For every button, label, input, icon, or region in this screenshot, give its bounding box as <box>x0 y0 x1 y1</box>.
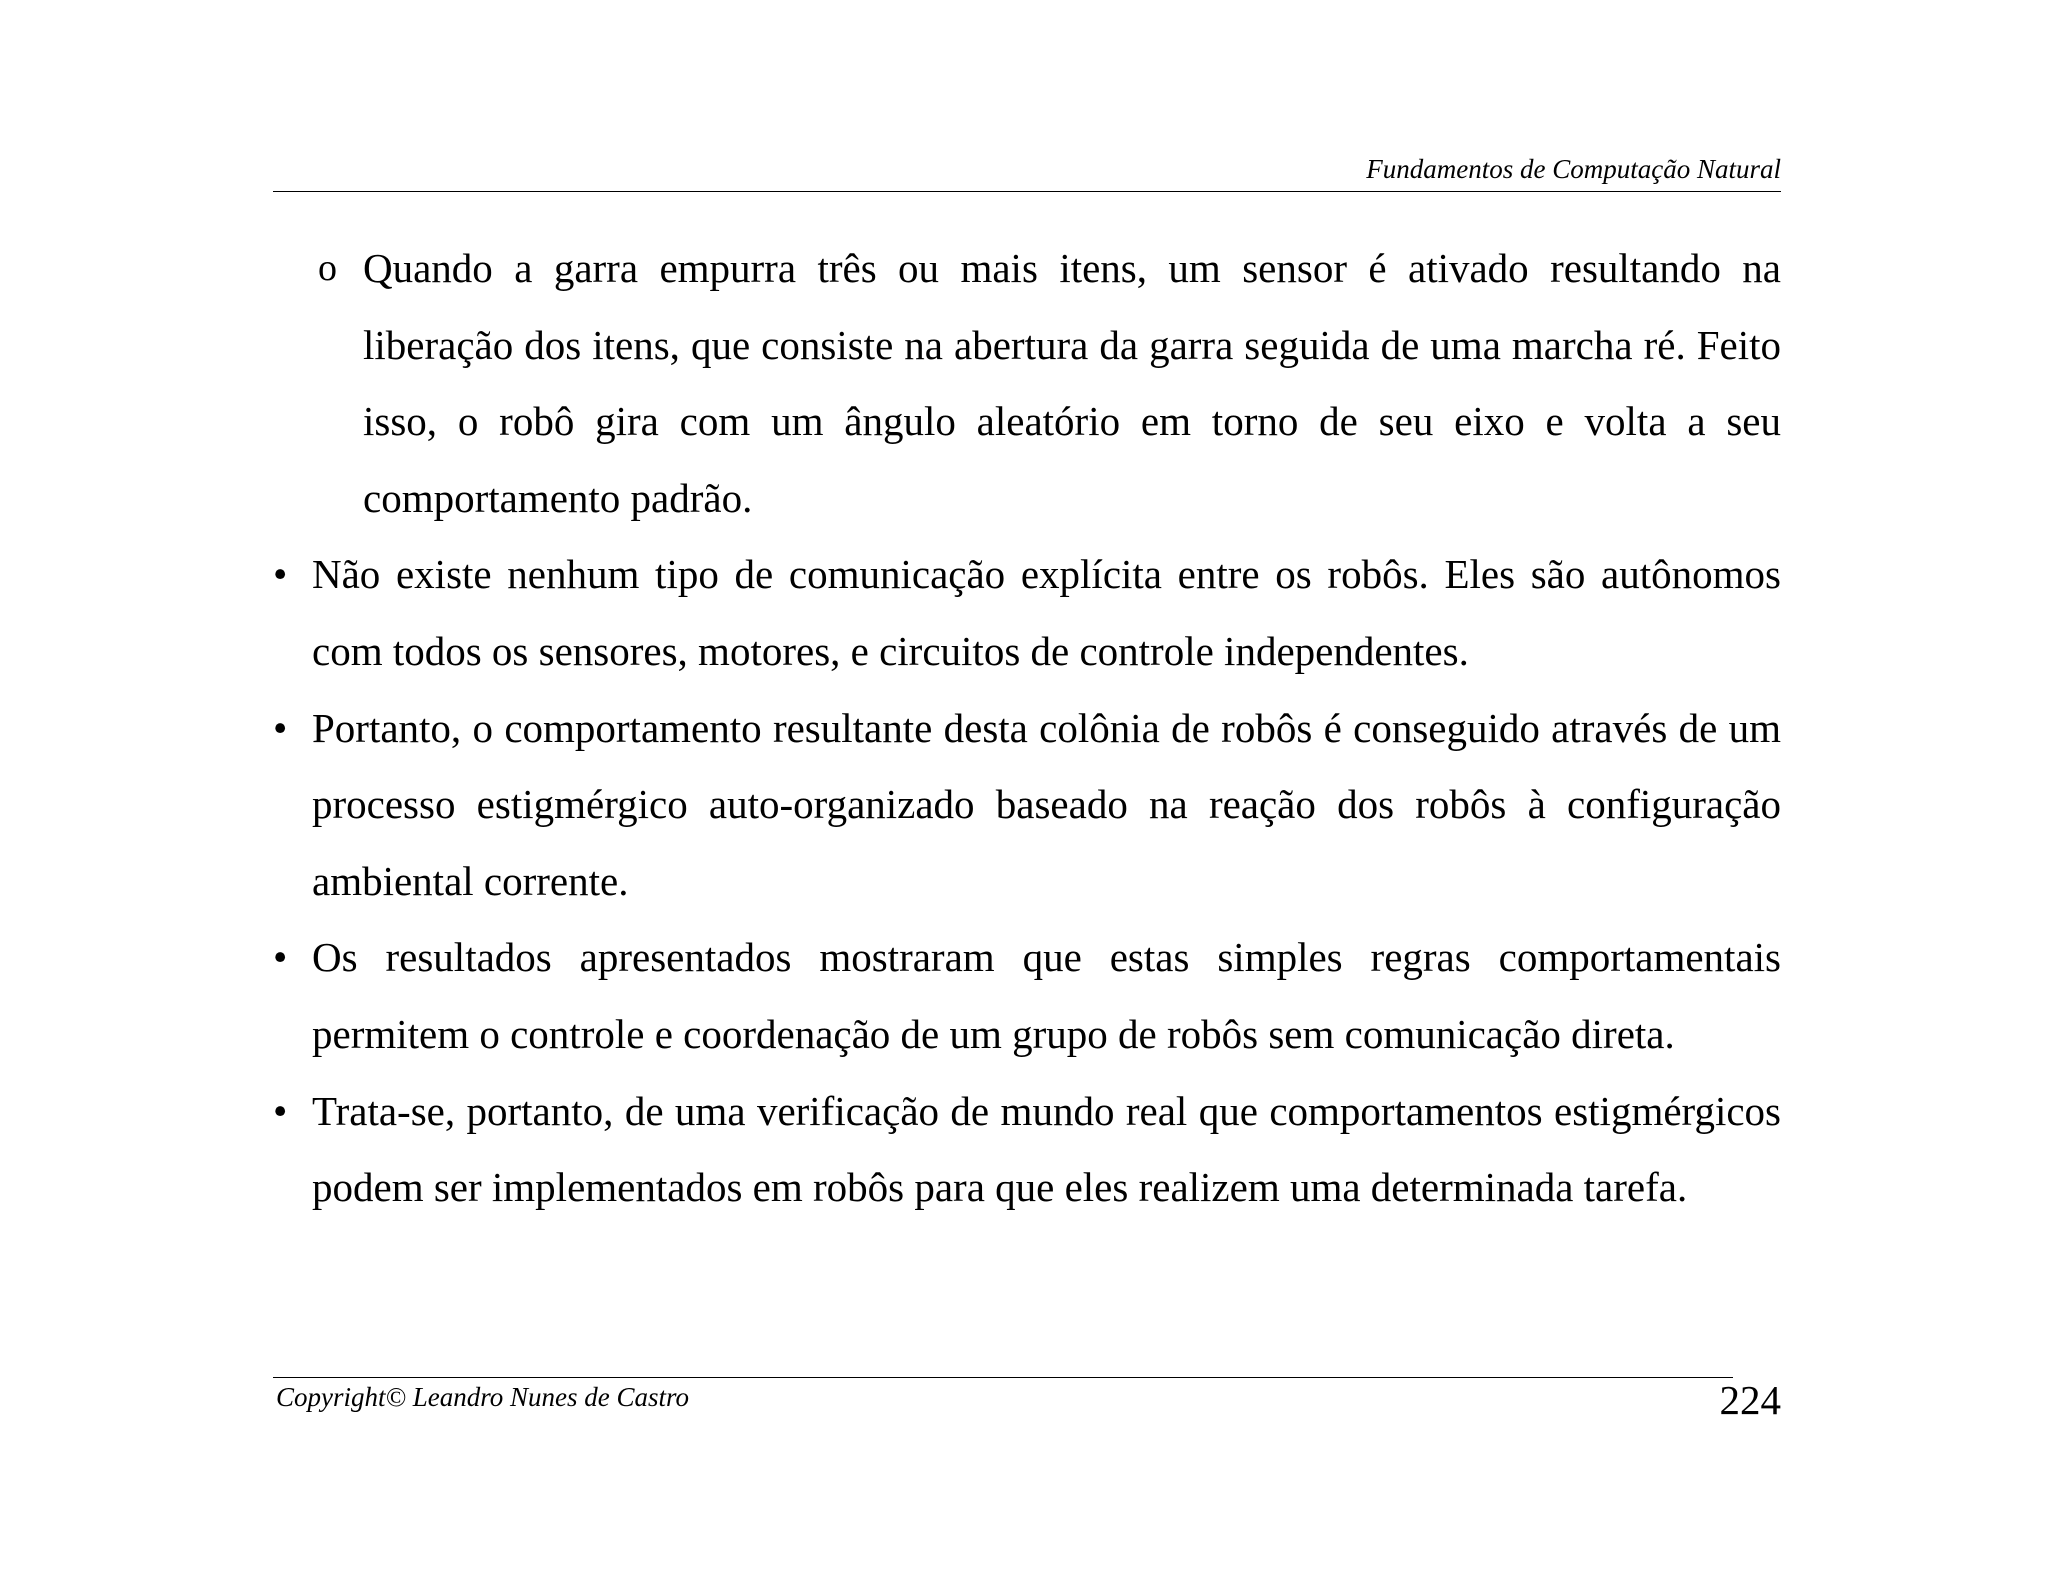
bullet-icon: • <box>273 1087 288 1134</box>
body-content <box>273 230 1781 1226</box>
sub-list-item <box>318 230 1781 536</box>
bullet-item-1 <box>273 536 1781 689</box>
bullet-text: Os resultados apresentados mostraram que estas simples regras comportamentais permitem o controle e coordenação de um grupo de robôs sem comunicação direta. <box>312 934 1781 1057</box>
bullet-text: Portanto, o comportamento resultante desta colônia de robôs é conseguido através de um processo estigmérgico auto-organizado baseado na reação dos robôs à configuração ambiental corrente. <box>312 704 1781 904</box>
bullet-item-3 <box>273 919 1781 1072</box>
sub-item-text: Quando a garra empurra três ou mais itens, um sensor é ativado resultando na liberação dos itens, que consiste na abertura da garra seguida de uma marcha ré. Feito isso, o robô gira com um ângulo aleatório em torno de seu eixo e volta a seu comportamento padrão. <box>363 245 1781 521</box>
page-footer <box>273 1368 1781 1438</box>
footer-rule <box>273 1377 1733 1378</box>
header-title: Fundamentos de Computação Natural <box>1366 154 1781 184</box>
footer-copyright: Copyright© Leandro Nunes de Castro <box>276 1382 690 1412</box>
page-header <box>273 150 1781 194</box>
circle-bullet-icon: o <box>318 247 337 289</box>
bullet-item-2 <box>273 690 1781 920</box>
header-rule <box>273 191 1781 192</box>
bullet-icon: • <box>273 934 288 981</box>
bullet-icon: • <box>273 551 288 598</box>
bullet-icon: • <box>273 704 288 751</box>
bullet-text: Não existe nenhum tipo de comunicação explícita entre os robôs. Eles são autônomos com todos os sensores, motores, e circuitos de controle independentes. <box>312 551 1781 674</box>
bullet-item-4 <box>273 1073 1781 1226</box>
page-number: 224 <box>1719 1377 1781 1423</box>
bullet-text: Trata-se, portanto, de uma verificação de mundo real que comportamentos estigmérgicos podem ser implementados em robôs para que eles realizem uma determinada tarefa. <box>312 1087 1781 1211</box>
